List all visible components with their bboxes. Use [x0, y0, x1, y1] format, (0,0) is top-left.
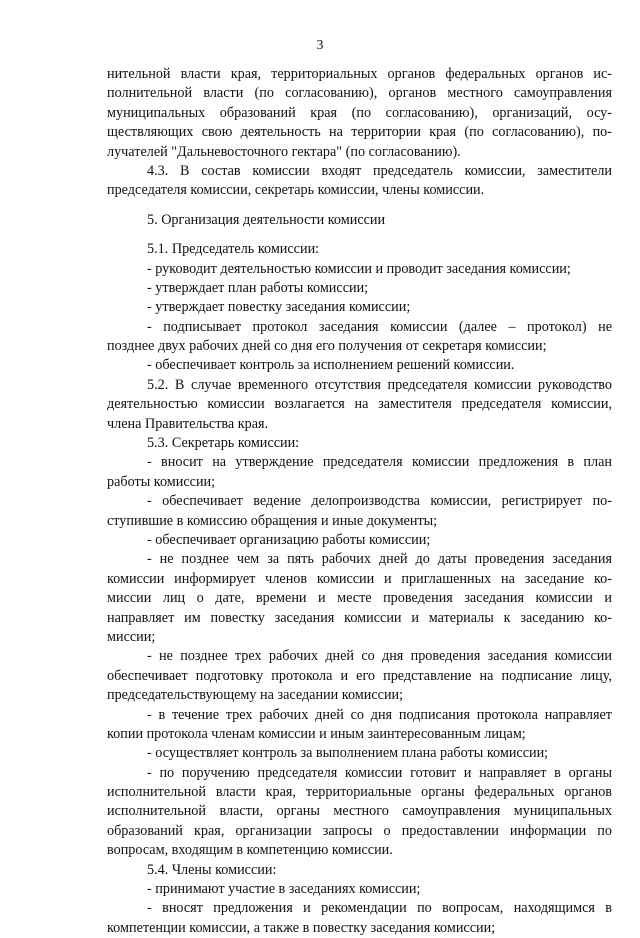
text-line: полнительной власти (по согласованию), органов местного самоуправления [107, 85, 612, 102]
text-line: лучателей "Дальневосточного гектара" (по согласованию). [107, 143, 461, 160]
list-item-continuation: образований края, организации запросы о предоставлении информации по [107, 822, 612, 839]
list-item-continuation: обеспечивает подготовку протокола и его представление на подписание лицу, [107, 667, 612, 684]
list-item: - обеспечивает организацию работы комиссии; [147, 531, 431, 548]
subsection-heading-5-1: 5.1. Председатель комиссии: [147, 241, 320, 258]
list-item: - утверждает план работы комиссии; [147, 279, 369, 296]
paragraph-5-1 [107, 240, 612, 376]
list-item-continuation: компетенции комиссии, а также в повестку заседания комиссии; [107, 919, 496, 936]
list-item: - в течение трех рабочих дней со дня подписания протокола направляет [147, 706, 612, 723]
list-item-continuation: направляет им повестку заседания комиссии и материалы к заседанию ко- [107, 609, 612, 626]
document-body [107, 65, 612, 938]
paragraph-5-2 [107, 376, 612, 434]
list-item: - обеспечивает ведение делопроизводства комиссии, регистрирует по- [147, 493, 612, 510]
paragraph-4-2-continuation [107, 65, 612, 162]
list-item: - осуществляет контроль за выполнением плана работы комиссии; [147, 745, 549, 762]
paragraph-5-3 [107, 434, 612, 861]
page-number: 3 [316, 37, 324, 52]
list-item-continuation: копии протокола членам комиссии и иным заинтересованным лицам; [107, 725, 526, 742]
text-line: председателя комиссии, секретарь комиссии, члены комиссии. [107, 182, 485, 199]
list-item-continuation: исполнительной власти края, территориальные органы федеральных органов [107, 784, 612, 801]
text-line: муниципальных образований края (по согласованию), организаций, осу- [107, 104, 612, 121]
text-line: нительной власти края, территориальных органов федеральных органов ис- [107, 66, 612, 82]
list-item: - не позднее чем за пять рабочих дней до даты проведения заседания [147, 551, 612, 568]
subsection-heading-5-3: 5.3. Секретарь комиссии: [147, 435, 300, 452]
section-heading-5: 5. Организация деятельности комиссии [147, 211, 386, 228]
list-item: - вносит на утверждение председателя комиссии предложения в план [147, 454, 612, 471]
list-item: - подписывает протокол заседания комиссии (далее – протокол) не [147, 318, 612, 335]
list-item: - принимают участие в заседаниях комиссии; [147, 881, 421, 898]
paragraph-4-3 [107, 162, 612, 201]
list-item-continuation: позднее двух рабочих дней со дня его получения от секретаря комиссии; [107, 338, 547, 355]
list-item: - руководит деятельностью комиссии и проводит заседания комиссии; [147, 260, 571, 277]
list-item-continuation: председательствующему на заседании комиссии; [107, 687, 404, 704]
list-item-continuation: миссии; [107, 628, 156, 645]
list-item: - вносят предложения и рекомендации по вопросам, находящимся в [147, 900, 612, 917]
paragraph-5-4 [107, 861, 612, 938]
list-item-continuation: вопросам, входящим в компетенцию комиссии. [107, 842, 393, 859]
list-item-continuation: работы комиссии; [107, 473, 216, 490]
text-line: члена Правительства края. [107, 415, 269, 432]
list-item: - по поручению председателя комиссии готовит и направляет в органы [147, 764, 612, 781]
list-item: - обеспечивает контроль за исполнением решений комиссии. [147, 357, 515, 374]
list-item: - не позднее трех рабочих дней со дня проведения заседания комиссии [147, 648, 612, 665]
text-line: 5.2. В случае временного отсутствия председателя комиссии руководство [147, 376, 612, 393]
list-item-continuation: комиссии информирует членов комиссии и приглашенных на заседание ко- [107, 570, 612, 587]
subsection-heading-5-4: 5.4. Члены комиссии: [147, 861, 277, 878]
text-line: деятельностью комиссии возлагается на заместителя председателя комиссии, [107, 396, 612, 413]
list-item: - утверждает повестку заседания комиссии; [147, 299, 411, 316]
text-line: 4.3. В состав комиссии входят председатель комиссии, заместители [147, 162, 612, 179]
list-item-continuation: исполнительной власти, органы местного самоуправления муниципальных [107, 803, 612, 820]
list-item-continuation: ступившие в комиссию обращения и иные документы; [107, 512, 438, 529]
text-line: ществляющих свою деятельность на территории края (по согласованию), по- [107, 124, 612, 141]
list-item-continuation: миссии лиц о дате, времени и месте проведения заседания комиссии и [107, 590, 612, 607]
